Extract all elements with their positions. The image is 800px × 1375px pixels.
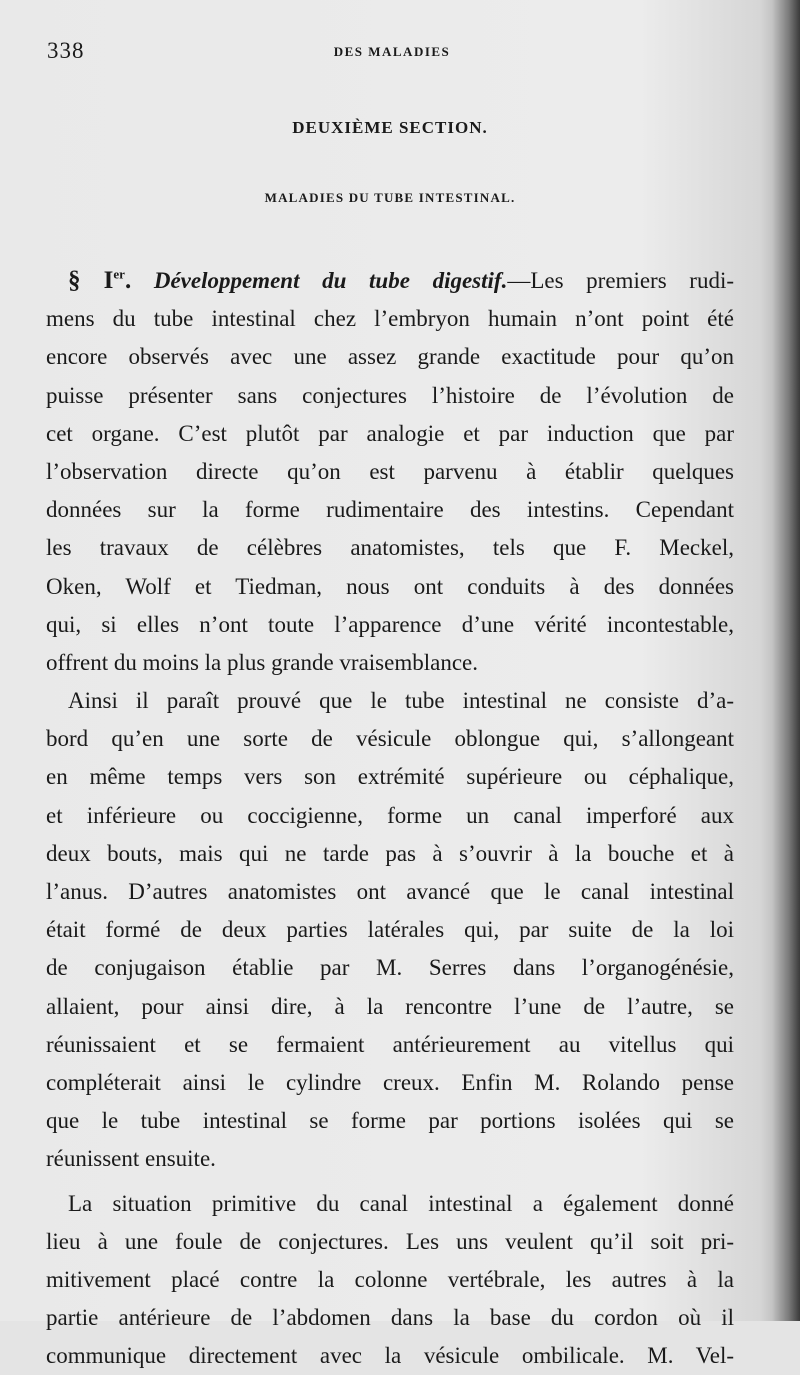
page-number: 338 xyxy=(47,38,85,64)
text-line: les travaux de célèbres anatomistes, tels que F. Meckel, xyxy=(46,529,734,567)
text-line: cet organe. C’est plutôt par analogie et par induction que par xyxy=(46,415,734,453)
text-line: était formé de deux parties latérales qui, par suite de la loi xyxy=(46,911,734,949)
text-line: qui, si elles n’ont toute l’apparence d’une vérité incontestable, xyxy=(46,606,734,644)
text-line: de conjugaison établie par M. Serres dans l’organogénésie, xyxy=(46,949,734,987)
subsection-title: MALADIES DU TUBE INTESTINAL. xyxy=(40,190,740,206)
text-line: deux bouts, mais qui ne tarde pas à s’ouvrir à la bouche et à xyxy=(46,835,734,873)
paragraph xyxy=(46,1185,734,1375)
text-line: § Ier. Développement du tube digestif.—Les premiers rudi- xyxy=(46,262,734,300)
text-line: Ainsi il paraît prouvé que le tube intestinal ne consiste d’a- xyxy=(46,682,734,720)
section-mark: § Ier. xyxy=(68,267,131,294)
text-line: l’anus. D’autres anatomistes ont avancé que le canal intestinal xyxy=(46,873,734,911)
body-text xyxy=(46,262,734,1375)
text-line: partie antérieure de l’abdomen dans la base du cordon où il xyxy=(46,1299,734,1337)
text-line: l’observation directe qu’on est parvenu à établir quelques xyxy=(46,453,734,491)
section-title: DEUXIÈME SECTION. xyxy=(40,118,740,138)
text-line: Oken, Wolf et Tiedman, nous ont conduits à des données xyxy=(46,568,734,606)
book-spine-shadow xyxy=(772,0,800,1321)
text-line: mens du tube intestinal chez l’embryon humain n’ont point été xyxy=(46,300,734,338)
text-line: encore observés avec une assez grande exactitude pour qu’on xyxy=(46,338,734,376)
paragraph xyxy=(46,682,734,1178)
text-line: communique directement avec la vésicule ombilicale. M. Vel- xyxy=(46,1337,734,1375)
text-line: et inférieure ou coccigienne, forme un canal imperforé aux xyxy=(46,797,734,835)
text-line: réunissent ensuite. xyxy=(46,1140,734,1178)
heading-dash: — xyxy=(507,268,530,293)
text-line: puisse présenter sans conjectures l’histoire de l’évolution de xyxy=(46,377,734,415)
text-line: en même temps vers son extrémité supérieure ou céphalique, xyxy=(46,758,734,796)
text-line: que le tube intestinal se forme par portions isolées qui se xyxy=(46,1102,734,1140)
paragraph xyxy=(46,262,734,682)
text-line: allaient, pour ainsi dire, à la rencontre l’une de l’autre, se xyxy=(46,988,734,1026)
text-line: données sur la forme rudimentaire des intestins. Cependant xyxy=(46,491,734,529)
text-line: offrent du moins la plus grande vraisemblance. xyxy=(46,644,734,682)
text-line: réunissaient et se fermaient antérieurement au vitellus qui xyxy=(46,1026,734,1064)
running-head xyxy=(47,38,737,68)
text-line: mitivement placé contre la colonne vertébrale, les autres à la xyxy=(46,1261,734,1299)
text-line: lieu à une foule de conjectures. Les uns veulent qu’il soit pri- xyxy=(46,1223,734,1261)
running-title: DES MALADIES xyxy=(47,44,737,60)
article-heading: Développement du tube digestif. xyxy=(154,268,507,293)
text-line: La situation primitive du canal intestinal a également donné xyxy=(46,1185,734,1223)
text-line: compléterait ainsi le cylindre creux. Enfin M. Rolando pense xyxy=(46,1064,734,1102)
text-line: bord qu’en une sorte de vésicule oblongue qui, s’allongeant xyxy=(46,720,734,758)
